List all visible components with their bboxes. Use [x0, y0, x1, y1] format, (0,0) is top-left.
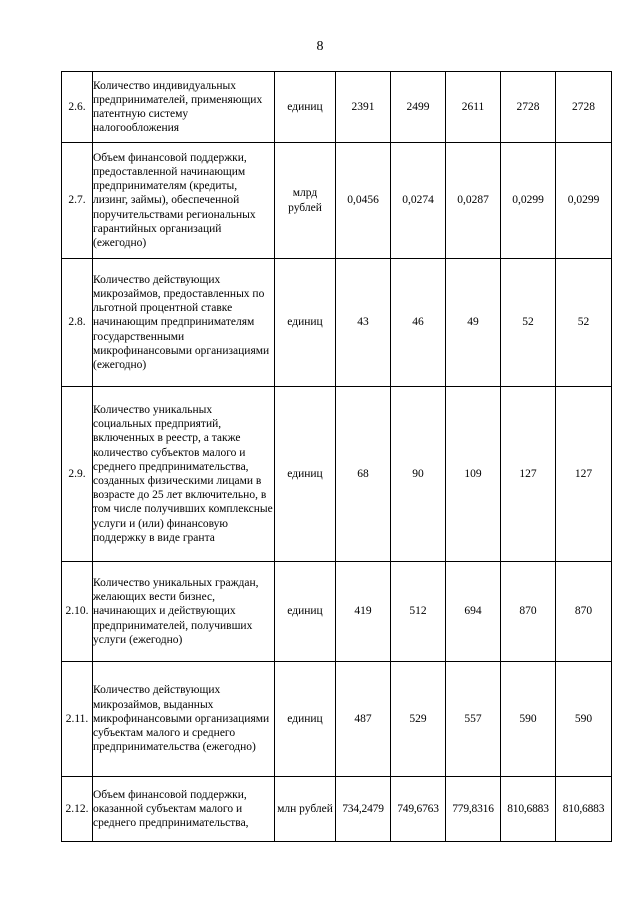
value-cell-5: 590	[556, 662, 612, 777]
unit-cell: единиц	[275, 259, 336, 387]
unit-cell: единиц	[275, 562, 336, 662]
value-cell-2: 0,0274	[391, 143, 446, 259]
indicator-name: Объем финансовой поддержки, оказанной субъектам малого и среднего предпринимательства,	[93, 777, 275, 842]
value-cell-3: 557	[446, 662, 501, 777]
value-cell-3: 779,8316	[446, 777, 501, 842]
value-cell-4: 52	[501, 259, 556, 387]
indicator-name: Количество действующих микрозаймов, выданных микрофинансовыми организациями субъектам малого и среднего предпринимательства (ежегодно)	[93, 662, 275, 777]
table-row	[62, 259, 612, 387]
unit-cell: единиц	[275, 72, 336, 143]
table-row	[62, 387, 612, 562]
indicator-name: Количество уникальных граждан, желающих вести бизнес, начинающих и действующих предпринимателей, получивших услуги (ежегодно)	[93, 562, 275, 662]
unit-cell: млрд рублей	[275, 143, 336, 259]
row-number: 2.8.	[62, 259, 93, 387]
row-number: 2.6.	[62, 72, 93, 143]
indicator-name: Количество уникальных социальных предприятий, включенных в реестр, а также количество субъектов малого и среднего предпринимательства, созданных физическими лицами в возрасте до 25 лет включительно, в том числе получивших комплексные услуги и (или) финансовую поддержку в виде гранта	[93, 387, 275, 562]
unit-cell: млн рублей	[275, 777, 336, 842]
value-cell-4: 810,6883	[501, 777, 556, 842]
value-cell-5: 127	[556, 387, 612, 562]
unit-cell: единиц	[275, 387, 336, 562]
value-cell-2: 512	[391, 562, 446, 662]
table-row	[62, 72, 612, 143]
value-cell-4: 0,0299	[501, 143, 556, 259]
value-cell-1: 0,0456	[336, 143, 391, 259]
table-row	[62, 777, 612, 842]
value-cell-3: 109	[446, 387, 501, 562]
value-cell-2: 90	[391, 387, 446, 562]
table-row	[62, 562, 612, 662]
table-row	[62, 143, 612, 259]
row-number: 2.7.	[62, 143, 93, 259]
table-row	[62, 662, 612, 777]
value-cell-1: 487	[336, 662, 391, 777]
unit-cell: единиц	[275, 662, 336, 777]
value-cell-1: 43	[336, 259, 391, 387]
value-cell-1: 734,2479	[336, 777, 391, 842]
row-number: 2.12.	[62, 777, 93, 842]
value-cell-1: 2391	[336, 72, 391, 143]
value-cell-5: 0,0299	[556, 143, 612, 259]
row-number: 2.10.	[62, 562, 93, 662]
indicator-name: Количество действующих микрозаймов, предоставленных по льготной процентной ставке начинающим предпринимателям государственными микрофинансовыми организациями (ежегодно)	[93, 259, 275, 387]
value-cell-4: 590	[501, 662, 556, 777]
value-cell-4: 870	[501, 562, 556, 662]
value-cell-3: 2611	[446, 72, 501, 143]
value-cell-5: 52	[556, 259, 612, 387]
value-cell-2: 749,6763	[391, 777, 446, 842]
value-cell-4: 127	[501, 387, 556, 562]
value-cell-3: 0,0287	[446, 143, 501, 259]
value-cell-5: 810,6883	[556, 777, 612, 842]
value-cell-5: 870	[556, 562, 612, 662]
value-cell-2: 529	[391, 662, 446, 777]
indicators-table	[61, 71, 612, 842]
value-cell-2: 2499	[391, 72, 446, 143]
value-cell-3: 49	[446, 259, 501, 387]
page-number: 8	[316, 39, 324, 54]
value-cell-2: 46	[391, 259, 446, 387]
row-number: 2.9.	[62, 387, 93, 562]
indicator-name: Количество индивидуальных предпринимателей, применяющих патентную систему налогообложения	[93, 72, 275, 143]
value-cell-1: 68	[336, 387, 391, 562]
value-cell-3: 694	[446, 562, 501, 662]
indicator-name: Объем финансовой поддержки, предоставленной начинающим предпринимателям (кредиты, лизинг, займы), обеспеченной поручительствами региональных гарантийных организаций (ежегодно)	[93, 143, 275, 259]
value-cell-1: 419	[336, 562, 391, 662]
row-number: 2.11.	[62, 662, 93, 777]
value-cell-4: 2728	[501, 72, 556, 143]
value-cell-5: 2728	[556, 72, 612, 143]
